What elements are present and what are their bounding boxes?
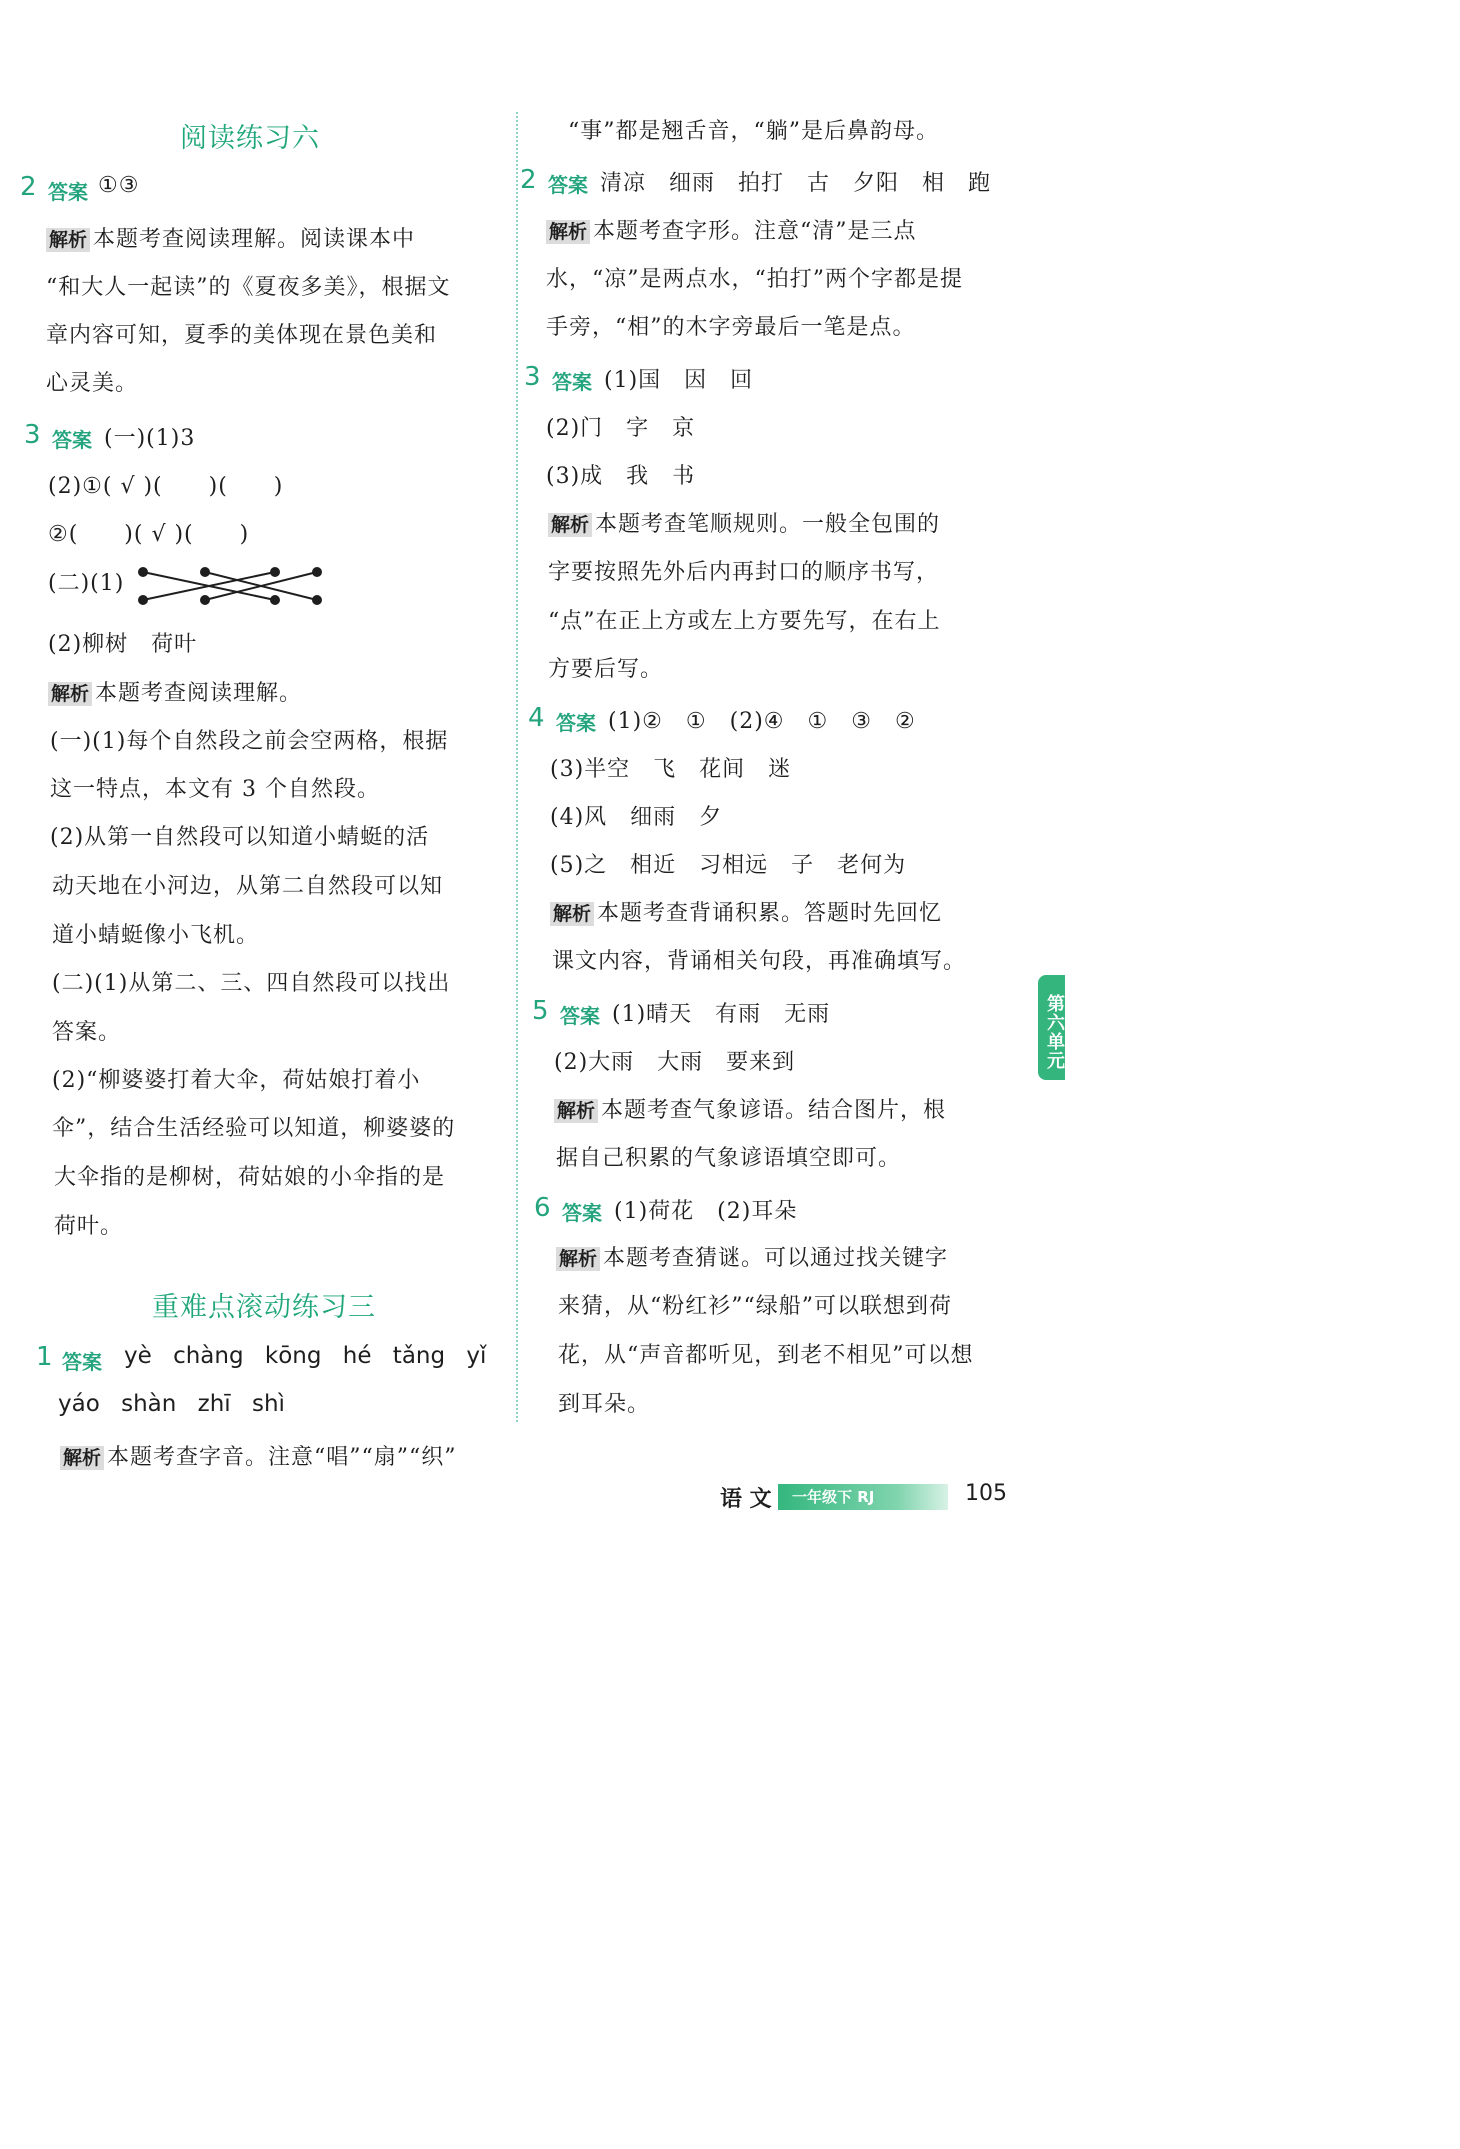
answer-label: 答案 xyxy=(548,173,588,197)
pinyin-answer: yè chàng kōng hé tǎng yǐ xyxy=(124,1343,487,1369)
analysis-line: (2)“柳婆婆打着大伞，荷姑娘打着小 xyxy=(52,1068,421,1093)
page-number: 105 xyxy=(965,1481,1007,1506)
analysis-line: 解析 本题考查阅读理解。 xyxy=(48,676,302,707)
question-number: 2 xyxy=(520,165,537,195)
answer-text: (一)(1)3 xyxy=(104,426,196,451)
analysis-tag: 解析 xyxy=(46,228,90,252)
analysis-line: 解析 本题考查字形。注意“清”是三点 xyxy=(546,214,917,245)
answer-text: 清凉 细雨 拍打 古 夕阳 相 跑 xyxy=(600,171,992,196)
analysis-line: “和大人一起读”的《夏夜多美》，根据文 xyxy=(46,275,451,300)
analysis-line: 伞”，结合生活经验可以知道，柳婆婆的 xyxy=(52,1116,456,1141)
answer-text: (2)柳树 荷叶 xyxy=(48,632,198,657)
section-title-reading-6: 阅读练习六 xyxy=(180,123,320,154)
analysis-line: 答案。 xyxy=(52,1020,122,1045)
answer-label: 答案 xyxy=(560,1004,600,1028)
analysis-line: 心灵美。 xyxy=(46,371,139,396)
answer-text: (2)①( √ )( )( ) xyxy=(48,474,284,499)
matching-lines xyxy=(135,562,325,608)
question-number: 3 xyxy=(24,420,41,450)
analysis-line: 荷叶。 xyxy=(54,1214,124,1239)
question-number: 1 xyxy=(36,1342,53,1372)
analysis-line: (二)(1)从第二、三、四自然段可以找出 xyxy=(52,971,451,996)
analysis-line: 大伞指的是柳树，荷姑娘的小伞指的是 xyxy=(54,1165,446,1190)
answer-text: (5)之 相近 习相远 子 老何为 xyxy=(550,853,907,878)
analysis-line: 解析 本题考查气象谚语。结合图片，根 xyxy=(554,1093,946,1124)
answer-text: (3)半空 飞 花间 迷 xyxy=(550,757,792,782)
answer-label: 答案 xyxy=(552,370,592,394)
analysis-tag: 解析 xyxy=(546,220,590,244)
continued-analysis-line: “事”都是翘舌音，“躺”是后鼻韵母。 xyxy=(568,119,939,144)
section-title-scroll-practice-3: 重难点滚动练习三 xyxy=(152,1292,376,1323)
analysis-line: (一)(1)每个自然段之前会空两格，根据 xyxy=(50,729,449,754)
answer-label: 答案 xyxy=(48,180,88,204)
footer-grade: 一年级下 RJ xyxy=(792,1488,875,1506)
answer-text: (1)荷花 (2)耳朵 xyxy=(614,1199,798,1224)
analysis-line: 花，从“声音都听见，到老不相见”可以想 xyxy=(558,1343,974,1368)
analysis-line: 动天地在小河边，从第二自然段可以知 xyxy=(52,874,444,899)
analysis-line: “点”在正上方或左上方要先写，在右上 xyxy=(548,609,941,634)
answer-text: ①③ xyxy=(98,173,140,198)
analysis-line: 这一特点，本文有 3 个自然段。 xyxy=(50,777,380,802)
question-number: 4 xyxy=(528,703,545,733)
question-number: 3 xyxy=(524,362,541,392)
analysis-line: 方要后写。 xyxy=(548,657,664,682)
answer-text: (1)晴天 有雨 无雨 xyxy=(612,1002,831,1027)
answer-text: (1)② ① (2)④ ① ③ ② xyxy=(608,709,916,734)
pinyin-answer: yáo shàn zhī shì xyxy=(58,1391,285,1417)
analysis-tag: 解析 xyxy=(550,902,594,926)
question-number: 5 xyxy=(532,996,549,1026)
analysis-tag: 解析 xyxy=(60,1446,104,1470)
analysis-line: 道小蜻蜓像小飞机。 xyxy=(52,923,260,948)
analysis-tag: 解析 xyxy=(48,682,92,706)
answer-text: ②( )( √ )( ) xyxy=(48,522,250,547)
analysis-line: 章内容可知，夏季的美体现在景色美和 xyxy=(46,323,438,348)
answer-text: (4)风 细雨 夕 xyxy=(550,805,723,830)
analysis-line: 解析 本题考查猜谜。可以通过找关键字 xyxy=(556,1241,948,1272)
analysis-line: 字要按照先外后内再封口的顺序书写， xyxy=(548,560,940,585)
answer-text: (2)大雨 大雨 要来到 xyxy=(554,1050,796,1075)
analysis-line: 解析 本题考查字音。注意“唱”“扇”“织” xyxy=(60,1440,457,1471)
analysis-line: 解析 本题考查阅读理解。阅读课本中 xyxy=(46,222,415,253)
analysis-line: 手旁，“相”的木字旁最后一笔是点。 xyxy=(546,315,916,340)
unit-side-tab: 第六单元 xyxy=(1038,975,1065,1080)
analysis-line: 解析 本题考查笔顺规则。一般全包围的 xyxy=(548,507,940,538)
question-number: 2 xyxy=(20,172,37,202)
analysis-line: 水，“凉”是两点水，“拍打”两个字都是提 xyxy=(546,267,963,292)
footer-subject: 语 文 xyxy=(720,1487,772,1512)
analysis-line: 解析 本题考查背诵积累。答题时先回忆 xyxy=(550,896,942,927)
analysis-line: 到耳朵。 xyxy=(558,1392,651,1417)
answer-text: (1)国 因 回 xyxy=(604,368,754,393)
answer-text: (二)(1) xyxy=(48,571,125,596)
answer-label: 答案 xyxy=(556,711,596,735)
analysis-tag: 解析 xyxy=(556,1247,600,1271)
analysis-line: 课文内容，背诵相关句段，再准确填写。 xyxy=(552,949,967,974)
answer-label: 答案 xyxy=(562,1201,602,1225)
analysis-line: 据自己积累的气象谚语填空即可。 xyxy=(556,1146,902,1171)
answer-text: (3)成 我 书 xyxy=(546,464,696,489)
question-number: 6 xyxy=(534,1193,551,1223)
column-divider xyxy=(516,112,518,1422)
answer-label: 答案 xyxy=(52,428,92,452)
analysis-tag: 解析 xyxy=(554,1099,598,1123)
analysis-line: 来猜，从“粉红衫”“绿船”可以联想到荷 xyxy=(558,1294,952,1319)
analysis-tag: 解析 xyxy=(548,513,592,537)
answer-text: (2)门 字 京 xyxy=(546,416,696,441)
answer-label: 答案 xyxy=(62,1350,102,1374)
analysis-line: (2)从第一自然段可以知道小蜻蜓的活 xyxy=(50,825,430,850)
